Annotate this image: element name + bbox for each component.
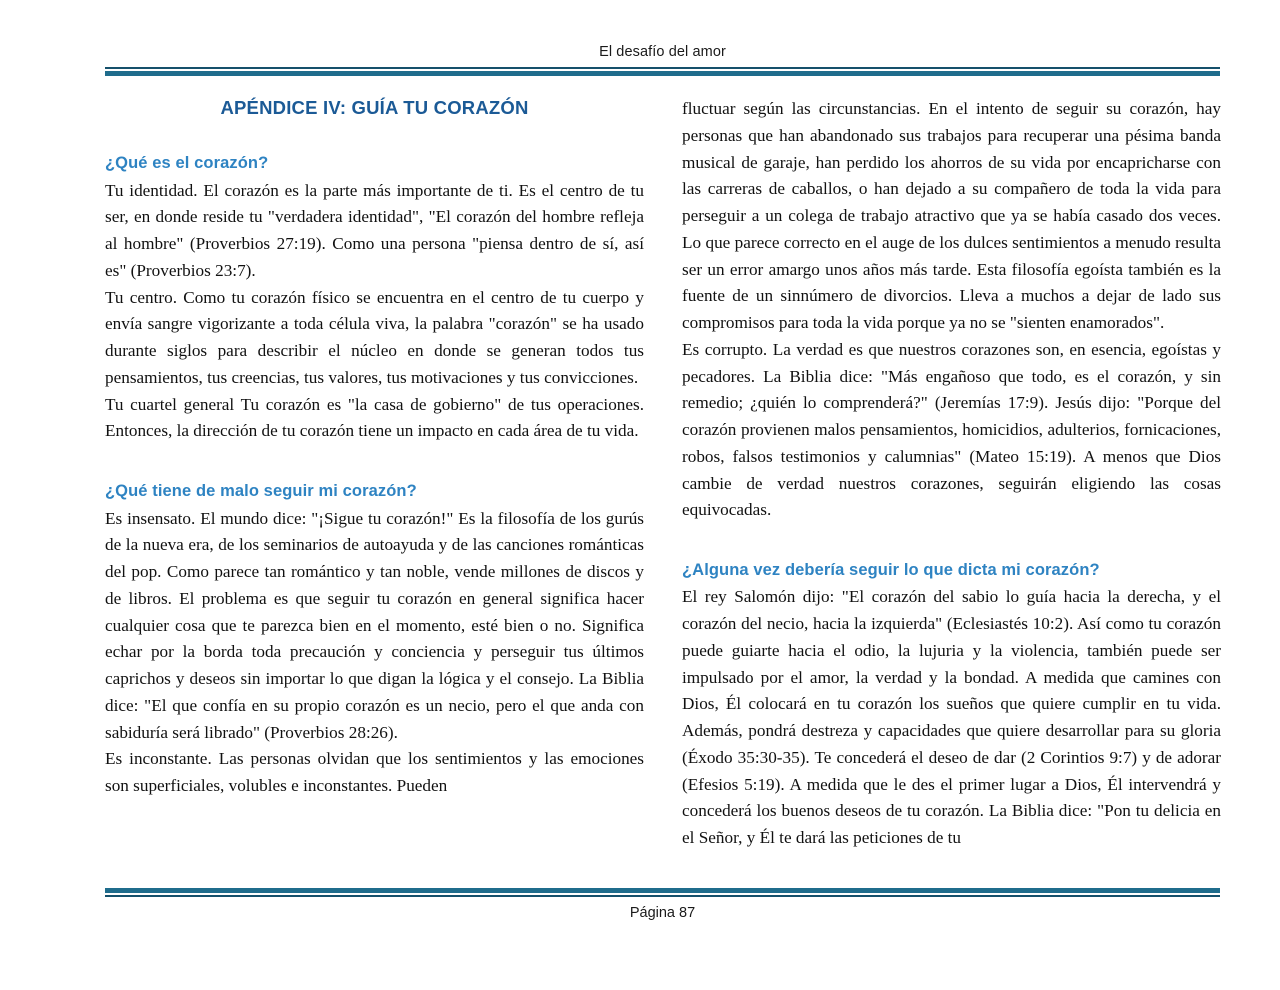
header-divider-thick-line xyxy=(105,71,1220,76)
section-heading-que-es-el-corazon: ¿Qué es el corazón? xyxy=(105,154,269,173)
paragraph: El rey Salomón dijo: "El corazón del sabio lo guía hacia la derecha, y el corazón del necio, hacia la izquierda" (Eclesiastés 10:2). Así como tu corazón puede guiarte hacia el odio, la lujuria y la violencia, también puede ser impulsado por el amor, la verdad y la bondad. A medida que camines con Dios, Él colocará en tu corazón los sueños que quiere cumplir en tu vida. Además, pondrá destreza y capacidades que quiere desarrollar para su gloria (Éxodo 35:30-35). Te concederá el deseo de dar (2 Corintios 9:7) y de adorar (Efesios 5:19). A medida que le des el primer lugar a Dios, Él intervendrá y concederá los buenos deseos de tu corazón. La Biblia dice: "Pon tu delicia en el Señor, y Él te dará las peticiones de tu xyxy=(682,587,1221,848)
paragraph: Es inconstante. Las personas olvidan que los sentimientos y las emociones son superficiales, volubles e inconstantes. Pueden xyxy=(105,749,644,795)
running-head-title: El desafío del amor xyxy=(599,44,726,60)
left-column xyxy=(105,96,644,886)
section-heading-que-tiene-de-malo: ¿Qué tiene de malo seguir mi corazón? xyxy=(105,482,417,501)
paragraph: fluctuar según las circunstancias. En el intento de seguir su corazón, hay personas que han abandonado sus trabajos para recuperar una pésima banda musical de garaje, han perdido los ahorros de su vida por encapricharse con las carreras de caballos, o han dejado a su compañero de toda la vida para perseguir a un colega de trabajo atractivo que ya se había casado dos veces. Lo que parece correcto en el auge de los dulces sentimientos a menudo resulta ser un error amargo unos años más tarde. Esta filosofía egoísta también es la fuente de un sinnúmero de divorcios. Lleva a muchos a dejar de lado sus compromisos para toda la vida porque ya no se "sienten enamorados". xyxy=(682,99,1221,332)
paragraph: Tu identidad. El corazón es la parte más importante de ti. Es el centro de tu ser, en donde reside tu "verdadera identidad", "El corazón del hombre refleja al hombre" (Proverbios 27:19). Como una persona "piensa dentro de sí, así es" (Proverbios 23:7). xyxy=(105,180,644,280)
paragraph: Tu cuartel general Tu corazón es "la casa de gobierno" de tus operaciones. Entonces, la dirección de tu corazón tiene un impacto en cada área de tu vida. xyxy=(105,394,644,441)
section-heading-alguna-vez-deberia: ¿Alguna vez debería seguir lo que dicta mi corazón? xyxy=(682,561,1100,579)
paragraph: Es insensato. El mundo dice: "¡Sigue tu corazón!" Es la filosofía de los gurús de la nueva era, de los seminarios de autoayuda y de las canciones románticas del pop. Como parece tan romántico y tan noble, vende millones de discos y de libros. El problema es que seguir tu corazón en general significa hacer cualquier cosa que te parezca bien en el momento, esté bien o no. Significa echar por la borda toda precaución y conciencia y perseguir tus últimos caprichos y deseos sin importar lo que digan la lógica y el consejo. La Biblia dice: "El que confía en su propio corazón es un necio, pero el que anda con sabiduría será librado" (Proverbios 28:26). xyxy=(105,508,644,742)
right-column xyxy=(682,96,1221,886)
paragraph: Es corrupto. La verdad es que nuestros corazones son, en esencia, egoístas y pecadores. La Biblia dice: "Más engañoso que todo, es el corazón, y sin remedio; ¿quién lo comprenderá?" (Jeremías 17:9). Jesús dijo: "Porque del corazón provienen malos pensamientos, homicidios, adulterios, fornicaciones, robos, falsos testimonios y calumnias" (Mateo 15:19). A menos que Dios cambie de verdad nuestros corazones, seguirán eligiendo las cosas equivocadas. xyxy=(682,339,1221,520)
page-header xyxy=(105,44,1220,76)
page-footer xyxy=(105,888,1220,921)
paragraph: Tu centro. Como tu corazón físico se encuentra en el centro de tu cuerpo y envía sangre vigorizante a toda célula viva, la palabra "corazón" se ha usado durante siglos para describir el núcleo en donde se generan todos tus pensamientos, tus creencias, tus valores, tus motivaciones y tus convicciones. xyxy=(105,287,644,387)
page-title: APÉNDICE IV: GUÍA TU CORAZÓN xyxy=(220,97,529,118)
page-number-label: Página 87 xyxy=(629,905,696,921)
footer-divider-thin-line xyxy=(105,895,1220,897)
footer-divider xyxy=(105,888,1220,897)
two-column-body xyxy=(105,96,1220,886)
header-divider xyxy=(105,67,1220,76)
